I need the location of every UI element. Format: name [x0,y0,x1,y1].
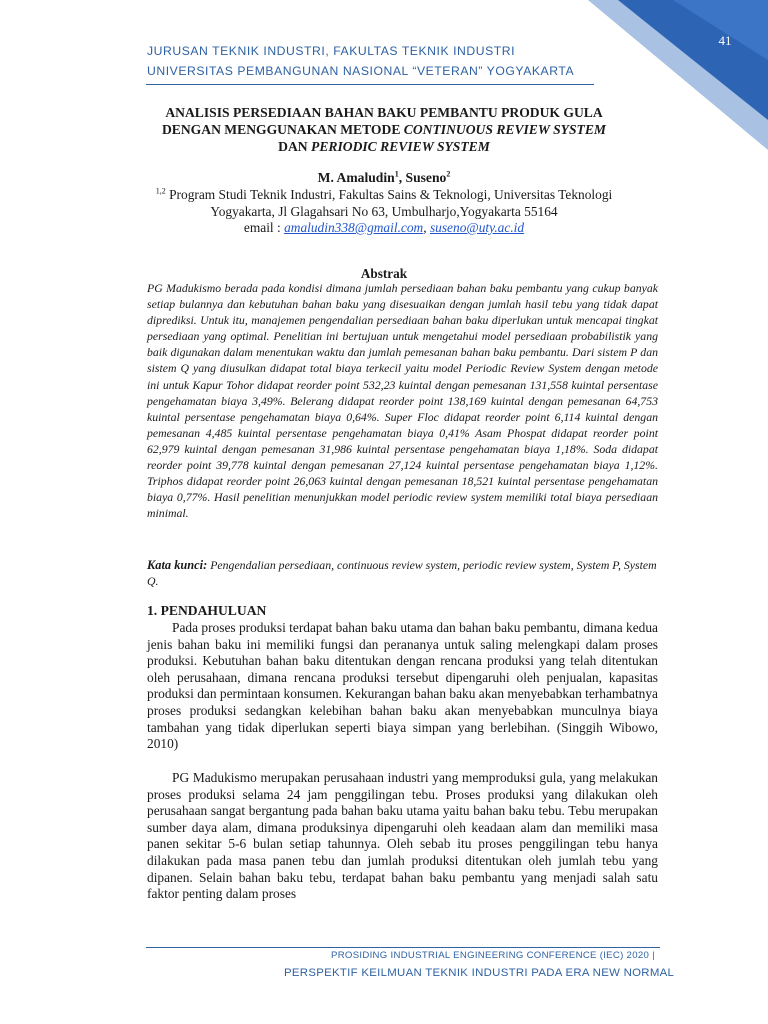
author-1-affil-mark: 1 [394,169,399,179]
page-number: 41 [718,33,732,48]
body-paragraph-1: Pada proses produksi terdapat bahan baku utama dan bahan baku pembantu, dimana kedua jenis bahan baku ini memiliki fungsi dan perananya untuk saling melengkapi dalam proses produksi. Kebutuhan bahan baku ditentukan dengan rencana produksi yang telah ditentukan oleh perusahaan, dimana rencana produksi tersebut dipengaruhi oleh penjualan, kapasitas produksi dan permintaan konsumen. Kekurangan bahan baku akan menyebabkan terhambatnya proses produksi sedangkan kelebihan bahan baku akan menyebabkan munculnya biaya tambahan yang tidak diperlukan seperti biaya simpan yang berlebihan. (Singgih Wibowo, 2010) [147,620,658,752]
author-1: M. Amaludin [317,170,395,185]
affiliation-text-1: Program Studi Teknik Industri, Fakultas Sains & Teknologi, Universitas Teknologi [165,187,613,202]
abstract-heading: Abstrak [360,266,408,281]
section-heading-pendahuluan: 1. PENDAHULUAN [147,603,267,618]
title-line-2-italic: CONTINUOUS REVIEW SYSTEM [403,122,606,137]
header-divider [146,84,594,85]
affiliation-line-1 [100,187,668,204]
body-paragraph-2: PG Madukismo merupakan perusahaan industri yang memproduksi gula, yang melakukan proses produksi selama 24 jam penggilingan tebu. Proses produksi yang dilakukan oleh perusahaan sangat bergantung pada bahan baku utama yaitu bahan baku tebu. Tebu merupakan sumber daya alam, dimana produksinya dipengaruhi oleh keadaan alam dan memiliki masa panen sekitar 5-6 bulan setiap tahunnya. Oleh sebab itu proses penggilingan tebu hanya dilakukan pada masa panen tebu dan jumlah produksi ditentukan oleh jumlah tebu yang dipanen. Selain bahan baku tebu, terdapat bahan baku pembantu yang menjadi salah satu faktor penting dalam proses [147,770,658,902]
paper-title-line-2 [100,121,668,138]
affiliation-line-2: Yogyakarta, Jl Glagahsari No 63, Umbulharjo,Yogyakarta 55164 [210,204,558,219]
title-line-3-italic: PERIODIC REVIEW SYSTEM [311,139,490,154]
abstract-text: PG Madukismo berada pada kondisi dimana jumlah persediaan bahan baku pembantu yang cukup banyak setiap bulannya dan kebutuhan bahan baku yang disesuaikan dengan jumlah hasil tebu yang tidak dapat diprediksi. Untuk itu, manajemen pengendalian persediaan bahan baku diperlukan untuk mencapai tingkat persediaan yang optimal. Penelitian ini bertujuan untuk mengetahui model persediaan probabilistik yang baik digunakan dalam menentukan waktu dan jumlah pemesanan bahan baku pembantu. Dari sistem P dan sistem Q yang diusulkan didapat total biaya terkecil yaitu model Periodic Review System dengan metode ini untuk Kapur Tohor didapat reorder point 532,23 kuintal dengan pemesanan 131,558 kuintal persentase pengehamatan biaya 3,49%. Belerang didapat reorder point 138,169 kuintal dengan pemesanan 64,753 kuintal persentase pengehamatan biaya 0,64%. Super Floc didapat reorder point 6,114 kuintal dengan pemesanan 4,485 kuintal persentase pengehamatan biaya 0,41% Asam Phospat didapat reorder point 62,979 kuintal dengan pemesanan 31,986 kuintal persentase pengehamatan biaya 1,18%. Soda didapat reorder point 39,778 kuintal dengan pemesanan 27,124 kuintal persentase pengehamatan biaya 1,12%. Triphos didapat reorder point 26,063 kuintal dengan pemesanan 18,521 kuintal persentase pengehamatan biaya 0,77%. Hasil penelitian menunjukkan model periodic review system memiliki total biaya persediaan minimal. [147,281,658,521]
author-separator: , [398,170,406,185]
email-line [100,220,668,237]
email-separator: , [423,220,430,235]
title-line-2-text: DENGAN MENGGUNAKAN METODE [161,122,404,137]
paper-title-line-1: ANALISIS PERSEDIAAN BAHAN BAKU PEMBANTU PRODUK GULA [165,105,603,120]
title-line-3-text: DAN [278,139,312,154]
keywords [147,558,658,589]
keywords-text: Pengendalian persediaan, continuous review system, periodic review system, System P, System Q. [147,558,657,588]
paper-title-line-3 [100,138,668,155]
keywords-label: Kata kunci: [147,558,208,572]
institution-line-1: JURUSAN TEKNIK INDUSTRI, FAKULTAS TEKNIK INDUSTRI [147,44,516,58]
footer-conference: PROSIDING INDUSTRIAL ENGINEERING CONFERENCE (IEC) 2020 | [331,950,655,961]
footer-divider [146,947,660,948]
email-link-1[interactable]: amaludin338@gmail.com [284,220,424,235]
footer-theme: PERSPEKTIF KEILMUAN TEKNIK INDUSTRI PADA ERA NEW NORMAL [284,967,675,979]
author-2-affil-mark: 2 [446,169,451,179]
institution-line-2: UNIVERSITAS PEMBANGUNAN NASIONAL “VETERAN” YOGYAKARTA [147,64,575,78]
email-link-2[interactable]: suseno@uty.ac.id [429,220,525,235]
affiliation-mark: 1,2 [155,186,166,196]
author-2: Suseno [405,170,447,185]
author-list [100,170,668,186]
email-label: email : [243,220,285,235]
